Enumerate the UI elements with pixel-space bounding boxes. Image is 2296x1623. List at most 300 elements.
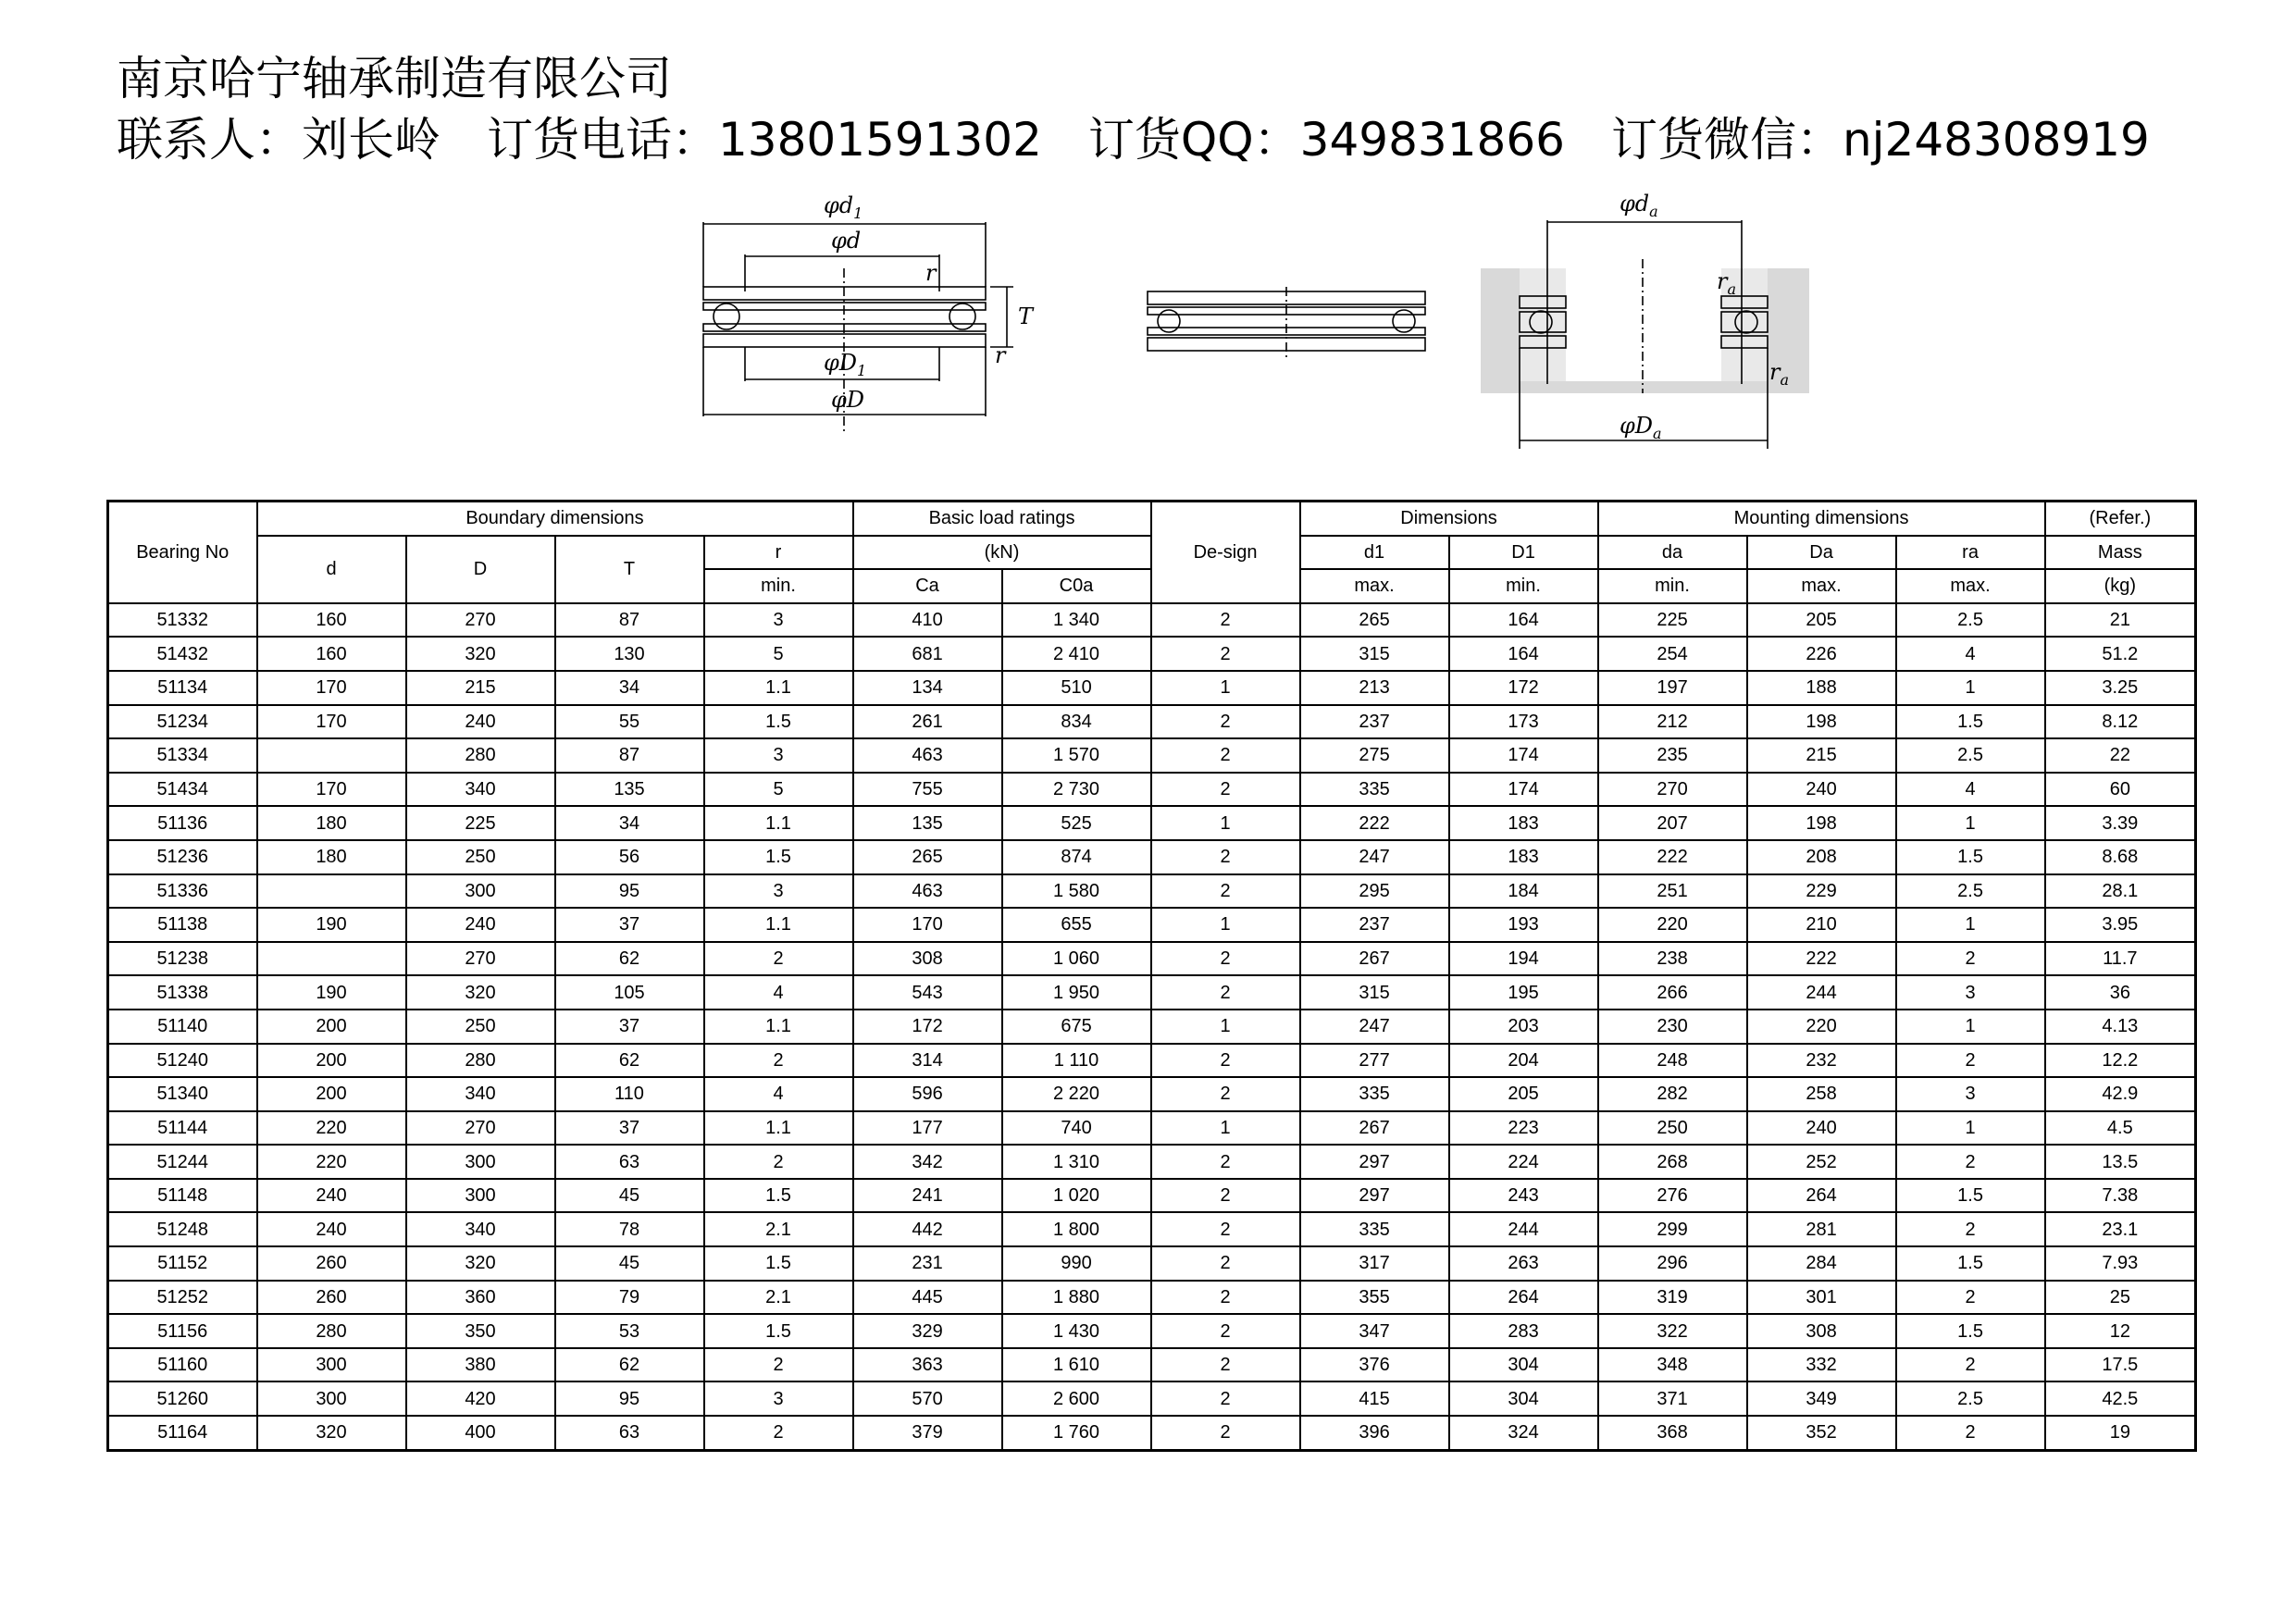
cell-C0a: 2 410	[1002, 637, 1151, 671]
cell-bearing-no: 51340	[108, 1077, 257, 1111]
cell-Da-max: 198	[1747, 705, 1896, 739]
cell-d1-max: 315	[1300, 975, 1449, 1010]
header-mounting: Mounting dimensions	[1598, 502, 2045, 536]
cell-design: 2	[1151, 1246, 1300, 1281]
cell-da-min: 322	[1598, 1314, 1747, 1348]
cell-r-min: 5	[704, 773, 853, 807]
cell-design: 1	[1151, 671, 1300, 705]
cell-design: 2	[1151, 975, 1300, 1010]
cell-D1-min: 164	[1449, 603, 1598, 638]
cell-da-min: 220	[1598, 908, 1747, 942]
cell-C0a: 1 570	[1002, 738, 1151, 773]
cell-mass: 51.2	[2045, 637, 2196, 671]
cell-T: 56	[555, 840, 704, 874]
cell-d: 160	[257, 603, 406, 638]
cell-D: 270	[406, 603, 555, 638]
cell-D1-min: 263	[1449, 1246, 1598, 1281]
cell-mass: 3.25	[2045, 671, 2196, 705]
header-design: De-sign	[1151, 502, 1300, 603]
cell-Ca: 231	[853, 1246, 1002, 1281]
header-Ca: Ca	[853, 569, 1002, 603]
bearing-side-view	[1143, 287, 1439, 361]
cell-D: 320	[406, 637, 555, 671]
cell-Da-max: 205	[1747, 603, 1896, 638]
table-row	[108, 705, 2196, 739]
cell-da-min: 235	[1598, 738, 1747, 773]
table-row	[108, 874, 2196, 909]
cell-D1-min: 184	[1449, 874, 1598, 909]
cell-D1-min: 174	[1449, 773, 1598, 807]
cell-D: 250	[406, 840, 555, 874]
cell-d1-max: 213	[1300, 671, 1449, 705]
cell-Da-max: 210	[1747, 908, 1896, 942]
cell-bearing-no: 51244	[108, 1145, 257, 1179]
table-row	[108, 1416, 2196, 1450]
cell-design: 2	[1151, 603, 1300, 638]
cell-d: 220	[257, 1145, 406, 1179]
cell-d1-max: 315	[1300, 637, 1449, 671]
cell-ra-max: 4	[1896, 637, 2045, 671]
cell-D1-min: 193	[1449, 908, 1598, 942]
cell-mass: 22	[2045, 738, 2196, 773]
cell-ra-max: 2	[1896, 1044, 2045, 1078]
cell-Ca: 265	[853, 840, 1002, 874]
mounting-diagram	[1481, 185, 1814, 453]
cell-ra-max: 1.5	[1896, 1179, 2045, 1213]
cell-T: 53	[555, 1314, 704, 1348]
table-row	[108, 908, 2196, 942]
cell-D1-min: 195	[1449, 975, 1598, 1010]
cell-Da-max: 284	[1747, 1246, 1896, 1281]
cell-T: 45	[555, 1179, 704, 1213]
cell-ra-max: 1.5	[1896, 705, 2045, 739]
cell-r-min: 1.1	[704, 1010, 853, 1044]
cell-design: 2	[1151, 1381, 1300, 1416]
cell-d: 240	[257, 1212, 406, 1246]
table-row	[108, 1044, 2196, 1078]
cell-D1-min: 194	[1449, 942, 1598, 976]
cell-Da-max: 332	[1747, 1348, 1896, 1382]
cell-T: 62	[555, 1348, 704, 1382]
cell-ra-max: 4	[1896, 773, 2045, 807]
cell-d: 170	[257, 671, 406, 705]
cell-C0a: 1 020	[1002, 1179, 1151, 1213]
cell-mass: 12	[2045, 1314, 2196, 1348]
cell-da-min: 276	[1598, 1179, 1747, 1213]
cell-T: 135	[555, 773, 704, 807]
cell-bearing-no: 51148	[108, 1179, 257, 1213]
cell-mass: 7.38	[2045, 1179, 2196, 1213]
cell-r-min: 1.1	[704, 1111, 853, 1146]
cell-T: 63	[555, 1416, 704, 1450]
header-mass: Mass	[2045, 536, 2196, 570]
cell-D: 350	[406, 1314, 555, 1348]
cell-T: 55	[555, 705, 704, 739]
table-row	[108, 1111, 2196, 1146]
header-d1: d1	[1300, 536, 1449, 570]
cell-design: 1	[1151, 1111, 1300, 1146]
cell-D1-min: 173	[1449, 705, 1598, 739]
cell-bearing-no: 51138	[108, 908, 257, 942]
cell-bearing-no: 51164	[108, 1416, 257, 1450]
cell-d: 180	[257, 806, 406, 840]
cell-Ca: 308	[853, 942, 1002, 976]
cell-ra-max: 2	[1896, 1348, 2045, 1382]
cell-Ca: 241	[853, 1179, 1002, 1213]
header-Da-max: max.	[1747, 569, 1896, 603]
cell-design: 2	[1151, 637, 1300, 671]
header-D: D	[406, 536, 555, 603]
cell-D: 225	[406, 806, 555, 840]
cell-ra-max: 3	[1896, 975, 2045, 1010]
cell-bearing-no: 51260	[108, 1381, 257, 1416]
cell-d1-max: 247	[1300, 840, 1449, 874]
table-row	[108, 1212, 2196, 1246]
cell-Da-max: 349	[1747, 1381, 1896, 1416]
cell-d1-max: 317	[1300, 1246, 1449, 1281]
cell-r-min: 1.5	[704, 840, 853, 874]
cell-r-min: 2	[704, 942, 853, 976]
cell-da-min: 222	[1598, 840, 1747, 874]
cell-da-min: 254	[1598, 637, 1747, 671]
cell-D: 420	[406, 1381, 555, 1416]
cell-da-min: 197	[1598, 671, 1747, 705]
cell-r-min: 4	[704, 975, 853, 1010]
cell-design: 2	[1151, 1145, 1300, 1179]
cell-Da-max: 215	[1747, 738, 1896, 773]
cell-r-min: 1.1	[704, 908, 853, 942]
cell-da-min: 225	[1598, 603, 1747, 638]
cell-Ca: 172	[853, 1010, 1002, 1044]
cell-D1-min: 243	[1449, 1179, 1598, 1213]
cell-r-min: 2	[704, 1348, 853, 1382]
cell-C0a: 1 430	[1002, 1314, 1151, 1348]
cell-C0a: 1 340	[1002, 603, 1151, 638]
cell-T: 37	[555, 1111, 704, 1146]
header-C0a: C0a	[1002, 569, 1151, 603]
cell-d: 260	[257, 1281, 406, 1315]
cell-mass: 13.5	[2045, 1145, 2196, 1179]
cell-bearing-no: 51144	[108, 1111, 257, 1146]
cell-da-min: 266	[1598, 975, 1747, 1010]
cell-Da-max: 240	[1747, 1111, 1896, 1146]
cell-Da-max: 188	[1747, 671, 1896, 705]
cell-design: 2	[1151, 738, 1300, 773]
cell-mass: 23.1	[2045, 1212, 2196, 1246]
cell-Da-max: 308	[1747, 1314, 1896, 1348]
cell-Ca: 314	[853, 1044, 1002, 1078]
cell-design: 2	[1151, 1044, 1300, 1078]
cell-r-min: 2	[704, 1416, 853, 1450]
cell-da-min: 212	[1598, 705, 1747, 739]
label-D1: $\varphi D_1$	[824, 350, 867, 379]
cell-D: 240	[406, 908, 555, 942]
cell-D1-min: 224	[1449, 1145, 1598, 1179]
cell-d: 200	[257, 1077, 406, 1111]
cell-ra-max: 1	[1896, 806, 2045, 840]
cell-design: 2	[1151, 1281, 1300, 1315]
cell-Da-max: 240	[1747, 773, 1896, 807]
cell-d1-max: 265	[1300, 603, 1449, 638]
cell-T: 95	[555, 1381, 704, 1416]
cell-T: 105	[555, 975, 704, 1010]
cell-d: 190	[257, 975, 406, 1010]
header-ra-max: max.	[1896, 569, 2045, 603]
table-row	[108, 1179, 2196, 1213]
cell-Da-max: 264	[1747, 1179, 1896, 1213]
cell-da-min: 268	[1598, 1145, 1747, 1179]
cell-D: 250	[406, 1010, 555, 1044]
cell-Da-max: 258	[1747, 1077, 1896, 1111]
cell-d: 200	[257, 1010, 406, 1044]
header-r-min: min.	[704, 569, 853, 603]
cell-d1-max: 396	[1300, 1416, 1449, 1450]
cell-da-min: 299	[1598, 1212, 1747, 1246]
cell-Ca: 463	[853, 874, 1002, 909]
cell-T: 62	[555, 942, 704, 976]
cell-D: 270	[406, 942, 555, 976]
cell-ra-max: 1.5	[1896, 1314, 2045, 1348]
cell-C0a: 834	[1002, 705, 1151, 739]
label-d1: $\varphi d_1$	[824, 192, 863, 222]
table-row	[108, 637, 2196, 671]
cell-Da-max: 352	[1747, 1416, 1896, 1450]
cell-r-min: 1.1	[704, 806, 853, 840]
cell-mass: 7.93	[2045, 1246, 2196, 1281]
cell-C0a: 1 800	[1002, 1212, 1151, 1246]
cell-Ca: 135	[853, 806, 1002, 840]
cell-T: 63	[555, 1145, 704, 1179]
cell-mass: 21	[2045, 603, 2196, 638]
cell-Da-max: 226	[1747, 637, 1896, 671]
cell-Da-max: 229	[1747, 874, 1896, 909]
label-Da: $\varphi D_a$	[1620, 413, 1662, 442]
cell-D1-min: 223	[1449, 1111, 1598, 1146]
cell-Da-max: 252	[1747, 1145, 1896, 1179]
cell-d1-max: 275	[1300, 738, 1449, 773]
cell-d: 160	[257, 637, 406, 671]
header-basic-load: Basic load ratings	[853, 502, 1151, 536]
cell-T: 62	[555, 1044, 704, 1078]
cell-bearing-no: 51336	[108, 874, 257, 909]
cell-d1-max: 376	[1300, 1348, 1449, 1382]
cell-D: 300	[406, 874, 555, 909]
cell-d1-max: 267	[1300, 942, 1449, 976]
cell-Ca: 755	[853, 773, 1002, 807]
cell-d1-max: 415	[1300, 1381, 1449, 1416]
cell-bearing-no: 51432	[108, 637, 257, 671]
cell-D: 270	[406, 1111, 555, 1146]
header-Da: Da	[1747, 536, 1896, 570]
table-row	[108, 975, 2196, 1010]
cell-da-min: 230	[1598, 1010, 1747, 1044]
cell-Ca: 379	[853, 1416, 1002, 1450]
table-row	[108, 1077, 2196, 1111]
label-r-top: r	[925, 260, 937, 286]
cell-C0a: 1 110	[1002, 1044, 1151, 1078]
table-row	[108, 942, 2196, 976]
cell-d: 320	[257, 1416, 406, 1450]
page-header	[117, 48, 2150, 170]
cell-D1-min: 183	[1449, 840, 1598, 874]
table-row	[108, 773, 2196, 807]
cell-r-min: 2.1	[704, 1281, 853, 1315]
cell-Da-max: 244	[1747, 975, 1896, 1010]
cell-r-min: 2	[704, 1145, 853, 1179]
cell-design: 1	[1151, 1010, 1300, 1044]
cell-Da-max: 222	[1747, 942, 1896, 976]
cell-D: 280	[406, 1044, 555, 1078]
cell-r-min: 2.1	[704, 1212, 853, 1246]
cell-ra-max: 1.5	[1896, 840, 2045, 874]
cell-C0a: 1 950	[1002, 975, 1151, 1010]
cell-d: 300	[257, 1348, 406, 1382]
header-kg: (kg)	[2045, 569, 2196, 603]
cell-mass: 60	[2045, 773, 2196, 807]
cell-D1-min: 172	[1449, 671, 1598, 705]
cell-mass: 28.1	[2045, 874, 2196, 909]
bearing-section-diagram	[694, 185, 1046, 453]
cell-da-min: 238	[1598, 942, 1747, 976]
cell-bearing-no: 51152	[108, 1246, 257, 1281]
cell-ra-max: 3	[1896, 1077, 2045, 1111]
cell-D: 360	[406, 1281, 555, 1315]
table-row	[108, 840, 2196, 874]
cell-D1-min: 264	[1449, 1281, 1598, 1315]
header-d: d	[257, 536, 406, 603]
cell-Ca: 445	[853, 1281, 1002, 1315]
cell-design: 1	[1151, 806, 1300, 840]
cell-d: 200	[257, 1044, 406, 1078]
cell-d: 170	[257, 773, 406, 807]
cell-d1-max: 347	[1300, 1314, 1449, 1348]
cell-D1-min: 304	[1449, 1381, 1598, 1416]
cell-da-min: 251	[1598, 874, 1747, 909]
cell-bearing-no: 51252	[108, 1281, 257, 1315]
cell-Da-max: 220	[1747, 1010, 1896, 1044]
cell-ra-max: 1	[1896, 908, 2045, 942]
cell-T: 130	[555, 637, 704, 671]
cell-design: 2	[1151, 1314, 1300, 1348]
cell-Ca: 134	[853, 671, 1002, 705]
cell-d: 300	[257, 1381, 406, 1416]
cell-C0a: 675	[1002, 1010, 1151, 1044]
cell-design: 2	[1151, 1212, 1300, 1246]
cell-T: 37	[555, 1010, 704, 1044]
cell-design: 2	[1151, 1077, 1300, 1111]
cell-D1-min: 304	[1449, 1348, 1598, 1382]
table-row	[108, 806, 2196, 840]
cell-d	[257, 874, 406, 909]
cell-D: 300	[406, 1179, 555, 1213]
cell-Ca: 177	[853, 1111, 1002, 1146]
table-row	[108, 671, 2196, 705]
cell-D: 300	[406, 1145, 555, 1179]
cell-design: 2	[1151, 840, 1300, 874]
cell-design: 2	[1151, 1179, 1300, 1213]
cell-Da-max: 232	[1747, 1044, 1896, 1078]
cell-design: 2	[1151, 874, 1300, 909]
cell-mass: 4.13	[2045, 1010, 2196, 1044]
cell-r-min: 1.5	[704, 1314, 853, 1348]
cell-C0a: 1 310	[1002, 1145, 1151, 1179]
cell-mass: 3.39	[2045, 806, 2196, 840]
cell-da-min: 270	[1598, 773, 1747, 807]
cell-r-min: 2	[704, 1044, 853, 1078]
cell-da-min: 207	[1598, 806, 1747, 840]
cell-T: 78	[555, 1212, 704, 1246]
cell-bearing-no: 51236	[108, 840, 257, 874]
cell-da-min: 348	[1598, 1348, 1747, 1382]
cell-Ca: 596	[853, 1077, 1002, 1111]
cell-design: 2	[1151, 773, 1300, 807]
cell-bearing-no: 51140	[108, 1010, 257, 1044]
cell-d1-max: 237	[1300, 705, 1449, 739]
table-row	[108, 1246, 2196, 1281]
cell-mass: 42.5	[2045, 1381, 2196, 1416]
table-body	[108, 603, 2196, 1450]
cell-r-min: 3	[704, 738, 853, 773]
table-row	[108, 1281, 2196, 1315]
cell-r-min: 1.1	[704, 671, 853, 705]
cell-d1-max: 297	[1300, 1145, 1449, 1179]
cell-d1-max: 297	[1300, 1179, 1449, 1213]
cell-ra-max: 2	[1896, 942, 2045, 976]
cell-D: 340	[406, 1212, 555, 1246]
table-row	[108, 738, 2196, 773]
cell-bearing-no: 51134	[108, 671, 257, 705]
cell-da-min: 250	[1598, 1111, 1747, 1146]
cell-C0a: 1 060	[1002, 942, 1151, 976]
company-name: 南京哈宁轴承制造有限公司	[117, 52, 672, 105]
cell-bearing-no: 51434	[108, 773, 257, 807]
label-ra-side: $r_a$	[1769, 359, 1790, 389]
cell-ra-max: 2.5	[1896, 1381, 2045, 1416]
table-row	[108, 1381, 2196, 1416]
cell-d: 190	[257, 908, 406, 942]
cell-Ca: 543	[853, 975, 1002, 1010]
cell-C0a: 655	[1002, 908, 1151, 942]
cell-mass: 8.12	[2045, 705, 2196, 739]
cell-da-min: 319	[1598, 1281, 1747, 1315]
cell-ra-max: 2	[1896, 1212, 2045, 1246]
table-row	[108, 1145, 2196, 1179]
header-boundary: Boundary dimensions	[257, 502, 853, 536]
cell-ra-max: 2.5	[1896, 738, 2045, 773]
header-da: da	[1598, 536, 1747, 570]
label-r-side: r	[995, 342, 1006, 368]
cell-bearing-no: 51248	[108, 1212, 257, 1246]
label-D: φD	[831, 387, 865, 413]
cell-D: 340	[406, 773, 555, 807]
cell-design: 2	[1151, 1348, 1300, 1382]
cell-da-min: 248	[1598, 1044, 1747, 1078]
cell-ra-max: 2	[1896, 1416, 2045, 1450]
cell-C0a: 525	[1002, 806, 1151, 840]
cell-C0a: 740	[1002, 1111, 1151, 1146]
cell-r-min: 1.5	[704, 705, 853, 739]
cell-C0a: 1 880	[1002, 1281, 1151, 1315]
cell-d: 260	[257, 1246, 406, 1281]
cell-design: 1	[1151, 908, 1300, 942]
cell-d: 280	[257, 1314, 406, 1348]
cell-D: 340	[406, 1077, 555, 1111]
cell-bearing-no: 51238	[108, 942, 257, 976]
header-D1-min: min.	[1449, 569, 1598, 603]
cell-D: 215	[406, 671, 555, 705]
cell-design: 2	[1151, 942, 1300, 976]
cell-C0a: 1 580	[1002, 874, 1151, 909]
